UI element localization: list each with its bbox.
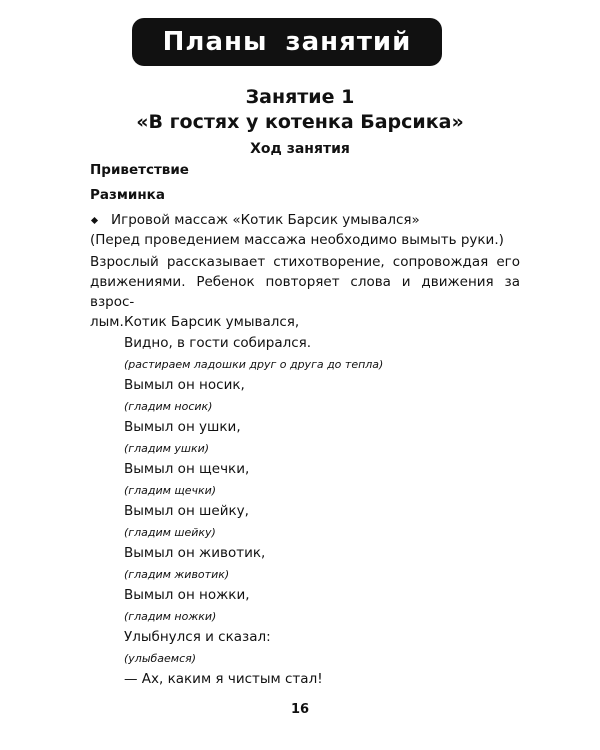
poem-line: Вымыл он шейку, xyxy=(124,503,249,519)
poem-line: — Ах, каким я чистым стал! xyxy=(124,671,323,687)
poem-stage-direction: (гладим ушки) xyxy=(124,442,210,455)
poem-line: Видно, в гости собирался. xyxy=(124,335,312,351)
poem-stage-direction: (гладим шейку) xyxy=(124,526,216,539)
banner-title: Планы занятий xyxy=(162,27,412,57)
poem-line: Вымыл он животик, xyxy=(124,545,266,561)
poem-stage-direction: (гладим животик) xyxy=(124,568,230,581)
exercise-note: (Перед проведением массажа необходимо вымыть руки.) xyxy=(90,232,504,248)
poem-stage-direction: (гладим ножки) xyxy=(124,610,217,623)
paragraph-line: лым. xyxy=(90,314,124,330)
poem-stage-direction: (гладим щечки) xyxy=(124,484,217,497)
exercise-bullet xyxy=(90,212,420,228)
page-number: 16 xyxy=(290,702,310,717)
poem-block xyxy=(124,312,383,690)
poem-line: Вымыл он носик, xyxy=(124,377,245,393)
lesson-progress-heading: Ход занятия xyxy=(250,141,350,157)
poem-stage-direction: (гладим носик) xyxy=(124,400,213,413)
section-banner xyxy=(132,18,442,66)
lesson-number: Занятие 1 xyxy=(245,86,355,108)
section-warmup: Разминка xyxy=(90,187,165,203)
diamond-bullet-icon xyxy=(91,216,98,223)
lesson-title: «В гостях у котенка Барсика» xyxy=(136,111,464,133)
section-greeting: Приветствие xyxy=(90,162,189,178)
poem-stage-direction: (улыбаемся) xyxy=(124,652,197,665)
poem-stage-direction: (растираем ладошки друг о друга до тепла) xyxy=(124,358,384,371)
paragraph-line: движениями. Ребенок повторяет слова и движения за взрос- xyxy=(90,274,520,310)
poem-line: Вымыл он щечки, xyxy=(124,461,250,477)
exercise-title: Игровой массаж «Котик Барсик умывался» xyxy=(111,212,420,228)
paragraph-line: Взрослый рассказывает стихотворение, сопровождая его xyxy=(90,254,520,270)
poem-line: Котик Барсик умывался, xyxy=(124,314,300,330)
poem-line: Вымыл он ушки, xyxy=(124,419,241,435)
poem-line: Вымыл он ножки, xyxy=(124,587,250,603)
poem-line: Улыбнулся и сказал: xyxy=(124,629,271,645)
